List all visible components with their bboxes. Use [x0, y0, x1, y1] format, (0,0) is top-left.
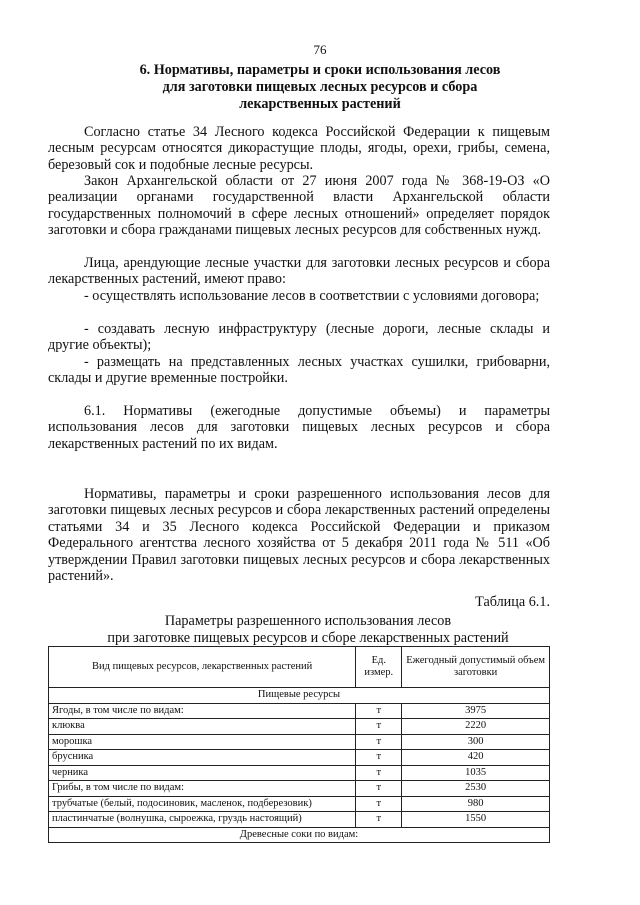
paragraph-norms-legal-basis: Нормативы, параметры и сроки разрешенного использования лесов для заготовки пищевых лесных ресурсов и сбора лекарственных растений определены статьями 34 и 35 Лесного кодекса Российской Федерации и приказом Федерального агентства лесного хозяйства от 5 декабря 2011 года № 511 «Об утверждении Правил заготовки пищевых лесных ресурсов и сбора лекарственных растений».: [48, 486, 550, 585]
resources-table: [48, 646, 550, 843]
table-row: [49, 719, 550, 735]
table-row: [49, 812, 550, 828]
row-unit: т: [356, 703, 402, 719]
section-food-resources: Пищевые ресурсы: [49, 688, 550, 704]
paragraph-lessees-rights: Лица, арендующие лесные участки для заготовки лесных ресурсов и сбора лекарственных растений, имеют право:: [48, 255, 550, 288]
section-title-line: для заготовки пищевых лесных ресурсов и сбора: [162, 79, 478, 96]
table-section-row: [49, 827, 550, 843]
row-unit: т: [356, 734, 402, 750]
row-unit: т: [356, 812, 402, 828]
header-type: Вид пищевых ресурсов, лекарственных растений: [49, 647, 356, 688]
row-name: морошка: [49, 734, 356, 750]
paragraph-subsection-6-1: 6.1. Нормативы (ежегодные допустимые объемы) и параметры использования лесов для заготовки пищевых лесных ресурсов и сбора лекарственных растений по их видам.: [48, 403, 550, 452]
paragraph-right-use-forests: - осуществлять использование лесов в соответствии с условиями договора;: [84, 288, 540, 304]
table-section-row: [49, 688, 550, 704]
table-title-line: при заготовке пищевых ресурсов и сборе лекарственных растений: [107, 630, 509, 646]
table-caption: Таблица 6.1.: [475, 594, 550, 610]
row-value: 3975: [402, 703, 550, 719]
table-header-row: [49, 647, 550, 688]
table-row: [49, 765, 550, 781]
table-title-line: Параметры разрешенного использования лесов: [164, 613, 452, 629]
table-row: [49, 781, 550, 797]
row-unit: т: [356, 781, 402, 797]
row-value: 1035: [402, 765, 550, 781]
row-unit: т: [356, 796, 402, 812]
paragraph-right-buildings: - размещать на представленных лесных участках сушилки, грибоварни, склады и другие временные постройки.: [48, 354, 550, 387]
row-value: 1550: [402, 812, 550, 828]
table-row: [49, 703, 550, 719]
table-title: [48, 613, 568, 647]
row-value: 420: [402, 750, 550, 766]
row-name: трубчатые (белый, подосиновик, масленок, подберезовик): [49, 796, 356, 812]
row-value: 980: [402, 796, 550, 812]
row-name: брусника: [49, 750, 356, 766]
section-title-line: 6. Нормативы, параметры и сроки использования лесов: [139, 62, 501, 78]
row-name: клюква: [49, 719, 356, 735]
row-unit: т: [356, 765, 402, 781]
section-title: [84, 62, 556, 114]
row-value: 2220: [402, 719, 550, 735]
paragraph-right-infrastructure: - создавать лесную инфраструктуру (лесные дороги, лесные склады и другие объекты);: [48, 321, 550, 354]
page-number: 76: [313, 42, 327, 57]
row-unit: т: [356, 719, 402, 735]
header-unit: Ед. измер.: [356, 647, 402, 688]
table-row: [49, 734, 550, 750]
section-title-line: лекарственных растений: [239, 96, 401, 113]
row-value: 300: [402, 734, 550, 750]
section-tree-sap: Древесные соки по видам:: [49, 827, 550, 843]
paragraph-regional-law: Закон Архангельской области от 27 июня 2007 года № 368-19-ОЗ «О реализации органами государственной власти Архангельской области государственных полномочий в сфере лесных отношений» определяет порядок заготовки и сбора гражданами пищевых лесных ресурсов для собственных нужд.: [48, 173, 550, 239]
row-name: пластинчатые (волнушка, сыроежка, груздь настоящий): [49, 812, 356, 828]
row-name: Ягоды, в том числе по видам:: [49, 703, 356, 719]
table-row: [49, 750, 550, 766]
header-volume: Ежегодный допустимый объем заготовки: [402, 647, 550, 688]
table-row: [49, 796, 550, 812]
paragraph-food-resources: Согласно статье 34 Лесного кодекса Российской Федерации к пищевым лесным ресурсам относятся дикорастущие плоды, ягоды, орехи, грибы, семена, березовый сок и подобные лесные ресурсы.: [48, 124, 550, 173]
row-value: 2530: [402, 781, 550, 797]
row-name: Грибы, в том числе по видам:: [49, 781, 356, 797]
row-unit: т: [356, 750, 402, 766]
row-name: черника: [49, 765, 356, 781]
